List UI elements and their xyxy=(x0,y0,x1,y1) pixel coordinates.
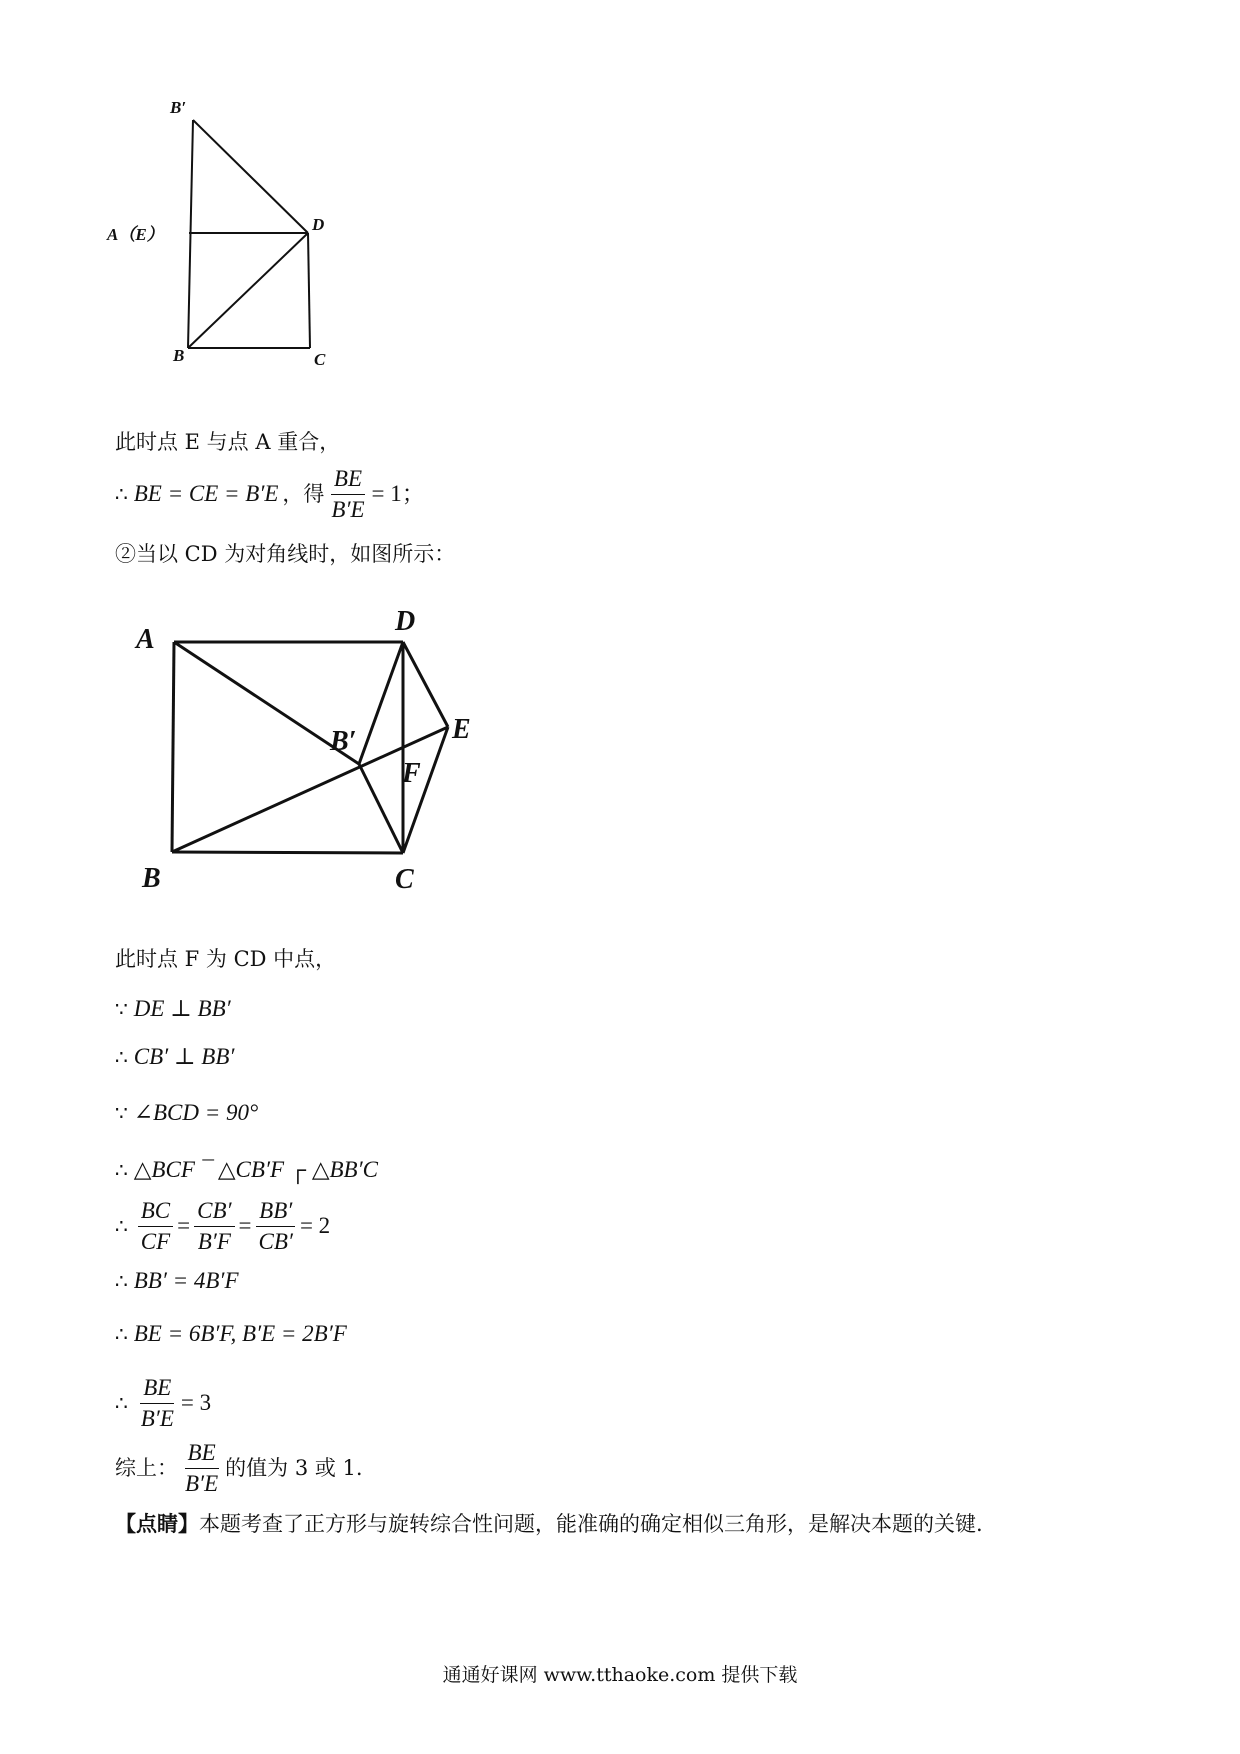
text-line-1: 此时点 E 与点 A 重合， xyxy=(115,430,341,454)
label-e: E xyxy=(452,714,471,745)
label-b-prime: B′ xyxy=(170,98,187,117)
page-footer: 通通好课网 www.tthaoke.com 提供下载 xyxy=(442,1664,798,1686)
label-b: B xyxy=(173,346,185,365)
text-line-9: ∴ $\frac{BC}{CF}$ = $\frac{CB'}{B'F}$ = $\frac{BB'}{CB'}$ = 2 xyxy=(115,1193,330,1259)
label-d: D xyxy=(312,215,325,234)
segment-d-c xyxy=(308,233,310,348)
label-b: B xyxy=(142,863,161,894)
text-line-2: ∴ BE = CE = B′E ，得 $\frac{BE}{B'E}$ = 1； xyxy=(115,466,425,522)
label-d: D xyxy=(395,606,416,637)
segment-b-d xyxy=(188,233,308,348)
fraction-be-over-bprime-e-3: $\frac{BE}{B'E}$ xyxy=(185,1439,219,1496)
label-b-prime: B′ xyxy=(330,726,357,757)
text-line-4: 此时点 F 为 CD 中点， xyxy=(115,947,337,971)
segment-b-c xyxy=(172,852,403,853)
segment-bprime-c xyxy=(359,764,403,853)
label-c: C xyxy=(395,864,414,895)
text-line-6: ∴ CB′ ⊥ BB′ xyxy=(115,1044,235,1069)
fraction-bc-over-cf: $\frac{BC}{CF}$ xyxy=(138,1196,173,1257)
text-line-14: 【点睛】 本题考查了正方形与旋转综合性问题，能准确的确定相似三角形，是解决本题的关键. xyxy=(115,1511,983,1536)
segment-d-bprime xyxy=(359,642,403,764)
text-line-7: ∵ ∠BCD = 90° xyxy=(115,1100,259,1125)
figure-2-diagram xyxy=(130,600,490,900)
fraction-bbprime-over-cbprime: $\frac{BB'}{CB'}$ xyxy=(256,1196,296,1257)
fraction-be-over-bprime-e: $\frac{BE}{B'E}$ xyxy=(331,465,365,522)
label-a: A xyxy=(136,624,155,655)
label-c: C xyxy=(314,350,326,369)
text-line-10: ∴ BB′ = 4B′F xyxy=(115,1268,239,1293)
fraction-cbprime-over-bprimef: $\frac{CB'}{B'F}$ xyxy=(194,1196,234,1257)
text-line-8: ∴ △BCF ¯ △CB′F ┌ △BB′C xyxy=(115,1157,378,1182)
fraction-be-over-bprime-e-2: $\frac{BE}{B'E}$ xyxy=(140,1374,174,1431)
text-line-12: ∴ $\frac{BE}{B'E}$ = 3 xyxy=(115,1370,211,1436)
segment-bprime-d xyxy=(193,120,308,233)
segment-a-b xyxy=(172,642,174,852)
text-line-3: ②当以 CD 为对角线时，如图所示： xyxy=(115,542,456,566)
segment-d-e xyxy=(403,642,448,727)
figure-1-diagram xyxy=(100,95,360,415)
label-f: F xyxy=(402,758,421,789)
text-line-5: ∵ DE ⊥ BB′ xyxy=(115,996,231,1021)
text-line-11: ∴ BE = 6B′F, B′E = 2B′F xyxy=(115,1321,347,1346)
text-line-13: 综上： $\frac{BE}{B'E}$ 的值为 3 或 1. xyxy=(115,1435,363,1501)
label-a-e: A（E） xyxy=(107,225,164,244)
segment-b-e xyxy=(172,727,448,852)
